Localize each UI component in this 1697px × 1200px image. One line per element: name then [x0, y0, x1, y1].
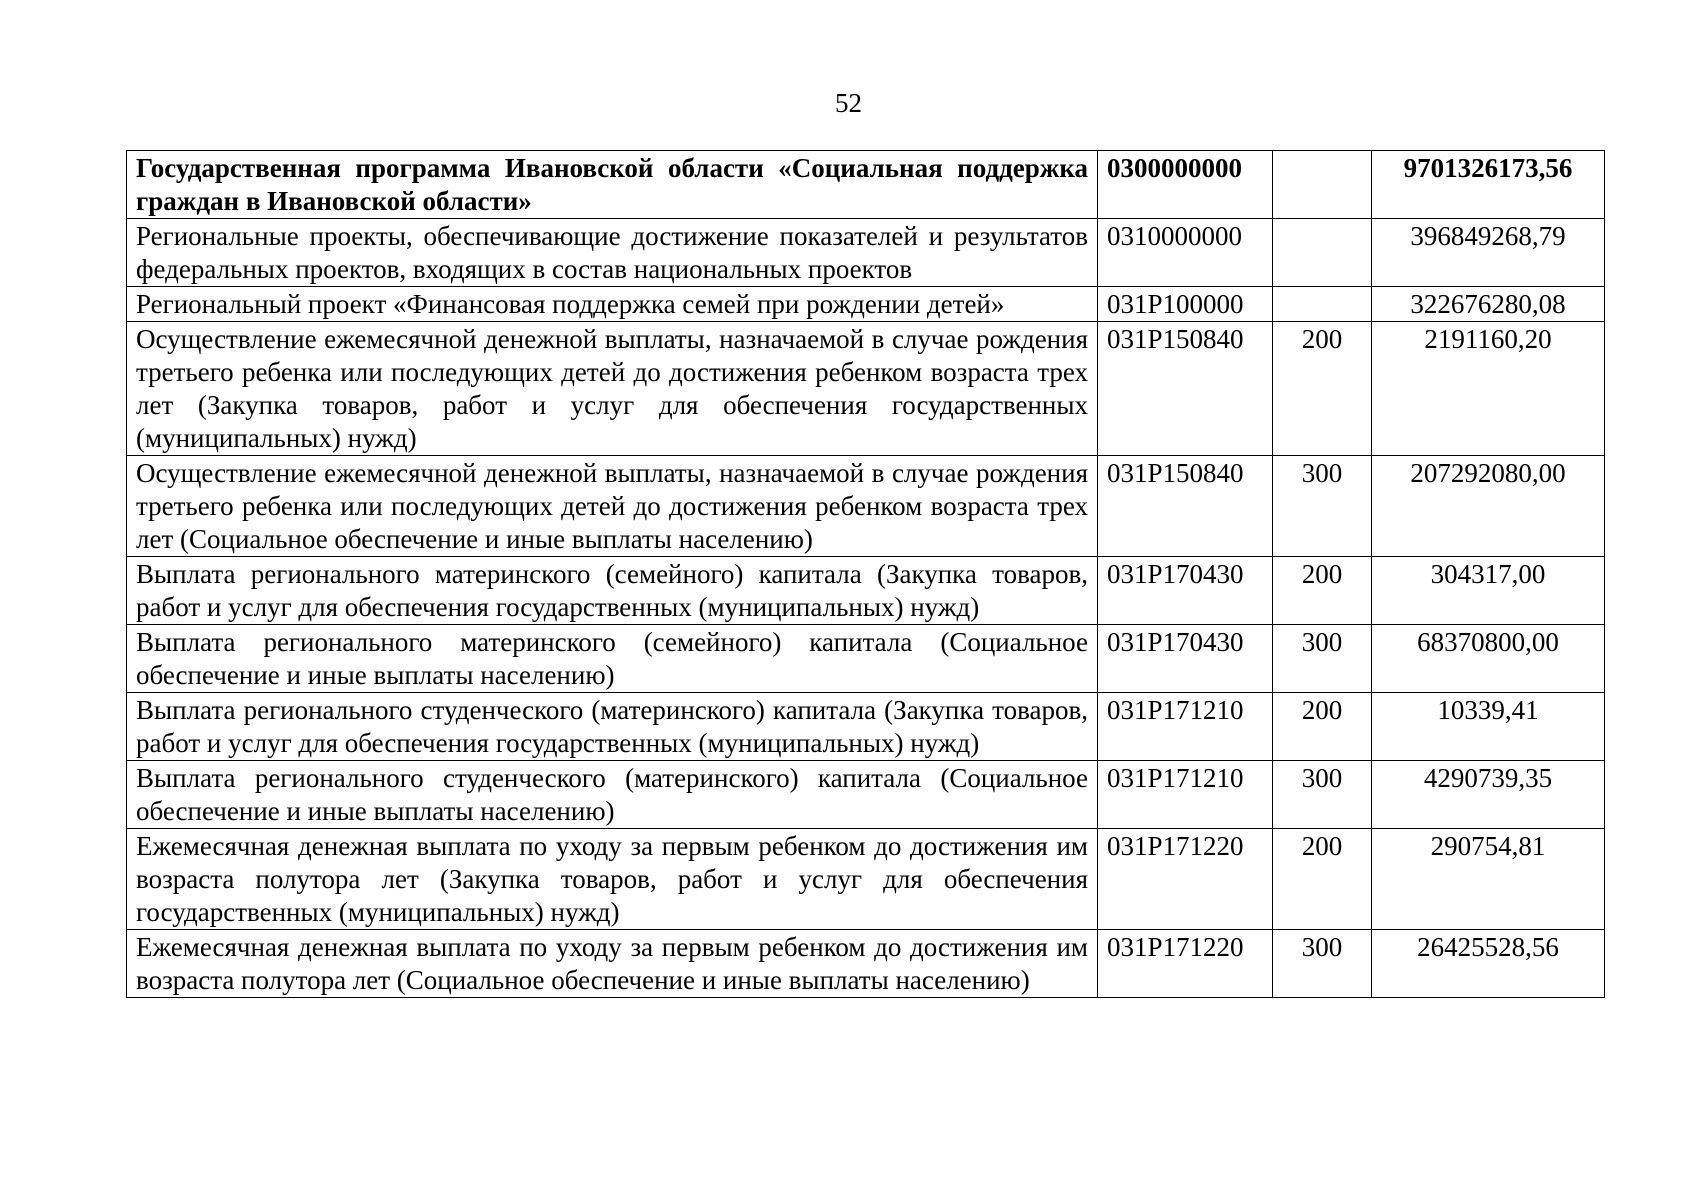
- description-cell: Государственная программа Ивановской области «Социальная поддержка граждан в Ивановской области»: [127, 151, 1098, 219]
- budget-table: [126, 150, 1605, 998]
- amount-cell: 396849268,79: [1372, 219, 1605, 287]
- expense-type-cell: 300: [1273, 930, 1372, 998]
- target-code-cell: 0300000000: [1098, 151, 1273, 219]
- description-cell: Региональный проект «Финансовая поддержка семей при рождении детей»: [127, 287, 1098, 322]
- amount-cell: 9701326173,56: [1372, 151, 1605, 219]
- expense-type-cell: 300: [1273, 625, 1372, 693]
- target-code-cell: 031P171210: [1098, 693, 1273, 761]
- description-cell: Ежемесячная денежная выплата по уходу за первым ребенком до достижения им возраста полутора лет (Закупка товаров, работ и услуг для обеспечения государственных (муниципальных) нужд): [127, 829, 1098, 930]
- table-row: [127, 287, 1605, 322]
- amount-cell: 2191160,20: [1372, 322, 1605, 456]
- table-row: [127, 557, 1605, 625]
- target-code-cell: 031P171220: [1098, 930, 1273, 998]
- target-code-cell: 031P150840: [1098, 322, 1273, 456]
- page-number: 52: [835, 88, 862, 118]
- description-cell: Выплата регионального материнского (семейного) капитала (Закупка товаров, работ и услуг для обеспечения государственных (муниципальных) нужд): [127, 557, 1098, 625]
- target-code-cell: 031P100000: [1098, 287, 1273, 322]
- table-row: [127, 829, 1605, 930]
- target-code-cell: 031P170430: [1098, 625, 1273, 693]
- target-code-cell: 0310000000: [1098, 219, 1273, 287]
- expense-type-cell: 300: [1273, 761, 1372, 829]
- target-code-cell: 031P171220: [1098, 829, 1273, 930]
- description-cell: Выплата регионального студенческого (материнского) капитала (Закупка товаров, работ и услуг для обеспечения государственных (муниципальных) нужд): [127, 693, 1098, 761]
- table-row: [127, 930, 1605, 998]
- expense-type-cell: [1273, 287, 1372, 322]
- table-row: [127, 625, 1605, 693]
- description-cell: Выплата регионального материнского (семейного) капитала (Социальное обеспечение и иные выплаты населению): [127, 625, 1098, 693]
- amount-cell: 4290739,35: [1372, 761, 1605, 829]
- amount-cell: 68370800,00: [1372, 625, 1605, 693]
- amount-cell: 290754,81: [1372, 829, 1605, 930]
- target-code-cell: 031P150840: [1098, 456, 1273, 557]
- expense-type-cell: 200: [1273, 557, 1372, 625]
- amount-cell: 207292080,00: [1372, 456, 1605, 557]
- amount-cell: 322676280,08: [1372, 287, 1605, 322]
- expense-type-cell: 300: [1273, 456, 1372, 557]
- table-row: [127, 322, 1605, 456]
- table-row: [127, 456, 1605, 557]
- budget-table-body: [127, 151, 1605, 998]
- expense-type-cell: 200: [1273, 322, 1372, 456]
- table-row: [127, 693, 1605, 761]
- description-cell: Осуществление ежемесячной денежной выплаты, назначаемой в случае рождения третьего ребенка или последующих детей до достижения ребенком возраста трех лет (Социальное обеспечение и иные выплаты населению): [127, 456, 1098, 557]
- amount-cell: 26425528,56: [1372, 930, 1605, 998]
- description-cell: Ежемесячная денежная выплата по уходу за первым ребенком до достижения им возраста полутора лет (Социальное обеспечение и иные выплаты населению): [127, 930, 1098, 998]
- table-row: [127, 219, 1605, 287]
- amount-cell: 304317,00: [1372, 557, 1605, 625]
- expense-type-cell: 200: [1273, 829, 1372, 930]
- description-cell: Выплата регионального студенческого (материнского) капитала (Социальное обеспечение и иные выплаты населению): [127, 761, 1098, 829]
- target-code-cell: 031P170430: [1098, 557, 1273, 625]
- amount-cell: 10339,41: [1372, 693, 1605, 761]
- target-code-cell: 031P171210: [1098, 761, 1273, 829]
- description-cell: Региональные проекты, обеспечивающие достижение показателей и результатов федеральных проектов, входящих в состав национальных проектов: [127, 219, 1098, 287]
- expense-type-cell: [1273, 151, 1372, 219]
- table-row: [127, 761, 1605, 829]
- expense-type-cell: [1273, 219, 1372, 287]
- expense-type-cell: 200: [1273, 693, 1372, 761]
- description-cell: Осуществление ежемесячной денежной выплаты, назначаемой в случае рождения третьего ребенка или последующих детей до достижения ребенком возраста трех лет (Закупка товаров, работ и услуг для обеспечения государственных (муниципальных) нужд): [127, 322, 1098, 456]
- table-row: [127, 151, 1605, 219]
